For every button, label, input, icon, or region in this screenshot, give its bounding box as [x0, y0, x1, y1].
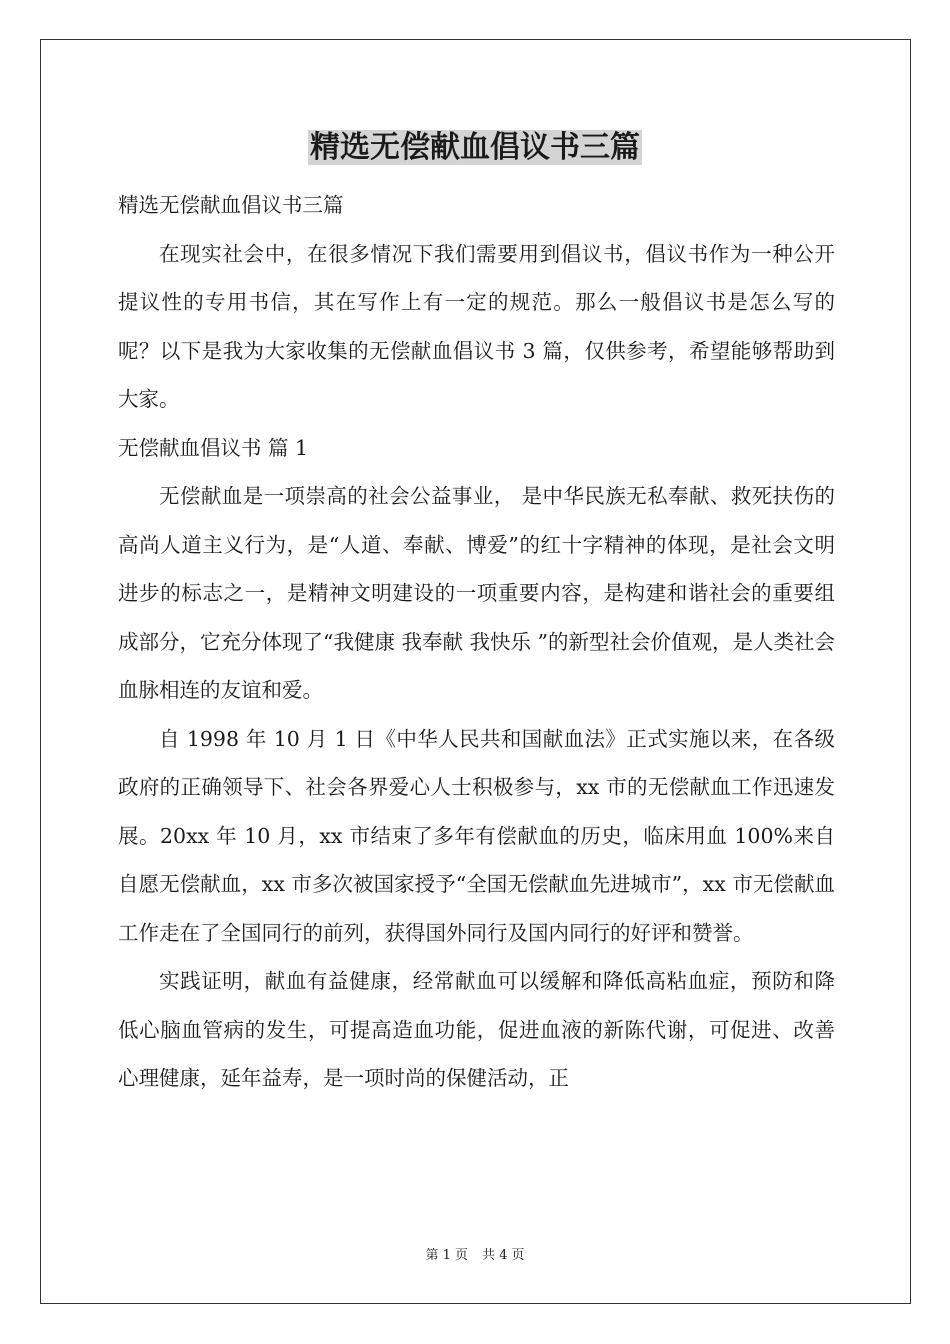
document-body	[118, 181, 835, 1103]
body-paragraph: 自 1998 年 10 月 1 日《中华人民共和国献血法》正式实施以来，在各级政府的正确领导下、社会各界爱心人士积极参与，xx 市的无偿献血工作迅速发展。20xx 年 10 月，xx 市结束了多年有偿献血的历史，临床用血 100%来自自愿无偿献血，xx 市多次被国家授予“全国无偿献血先进城市”，xx 市无偿献血工作走在了全国同行的前列，获得国外同行及国内同行的好评和赞誉。	[118, 726, 835, 945]
section-heading: 无偿献血倡议书 篇 1	[118, 435, 309, 460]
page-total: 共 4 页	[482, 1248, 525, 1263]
body-paragraph: 无偿献血是一项崇高的社会公益事业， 是中华民族无私奉献、救死扶伤的高尚人道主义行为，是“人道、奉献、博爱”的红十字精神的体现，是社会文明进步的标志之一，是精神文明建设的一项重要内容，是构建和谐社会的重要组成部分，它充分体现了“我健康 我奉献 我快乐 ”的新型社会价值观，是人类社会血脉相连的友谊和爱。	[118, 484, 836, 702]
page-number: 第 1 页	[425, 1248, 468, 1263]
page-footer	[0, 1247, 950, 1265]
document-title	[0, 126, 950, 170]
body-paragraph: 实践证明，献血有益健康，经常献血可以缓解和降低高粘血症，预防和降低心脑血管病的发生，可提高造血功能，促进血液的新陈代谢，可促进、改善心理健康，延年益寿，是一项时尚的保健活动，正	[118, 969, 835, 1090]
document-title-text: 精选无偿献血倡议书三篇	[310, 130, 640, 165]
document-subtitle: 精选无偿献血倡议书三篇	[118, 193, 344, 217]
intro-paragraph: 在现实社会中，在很多情况下我们需要用到倡议书，倡议书作为一种公开提议性的专用书信，其在写作上有一定的规范。那么一般倡议书是怎么写的呢？以下是我为大家收集的无偿献血倡议书 3 篇，仅供参考，希望能够帮助到大家。	[118, 241, 835, 411]
